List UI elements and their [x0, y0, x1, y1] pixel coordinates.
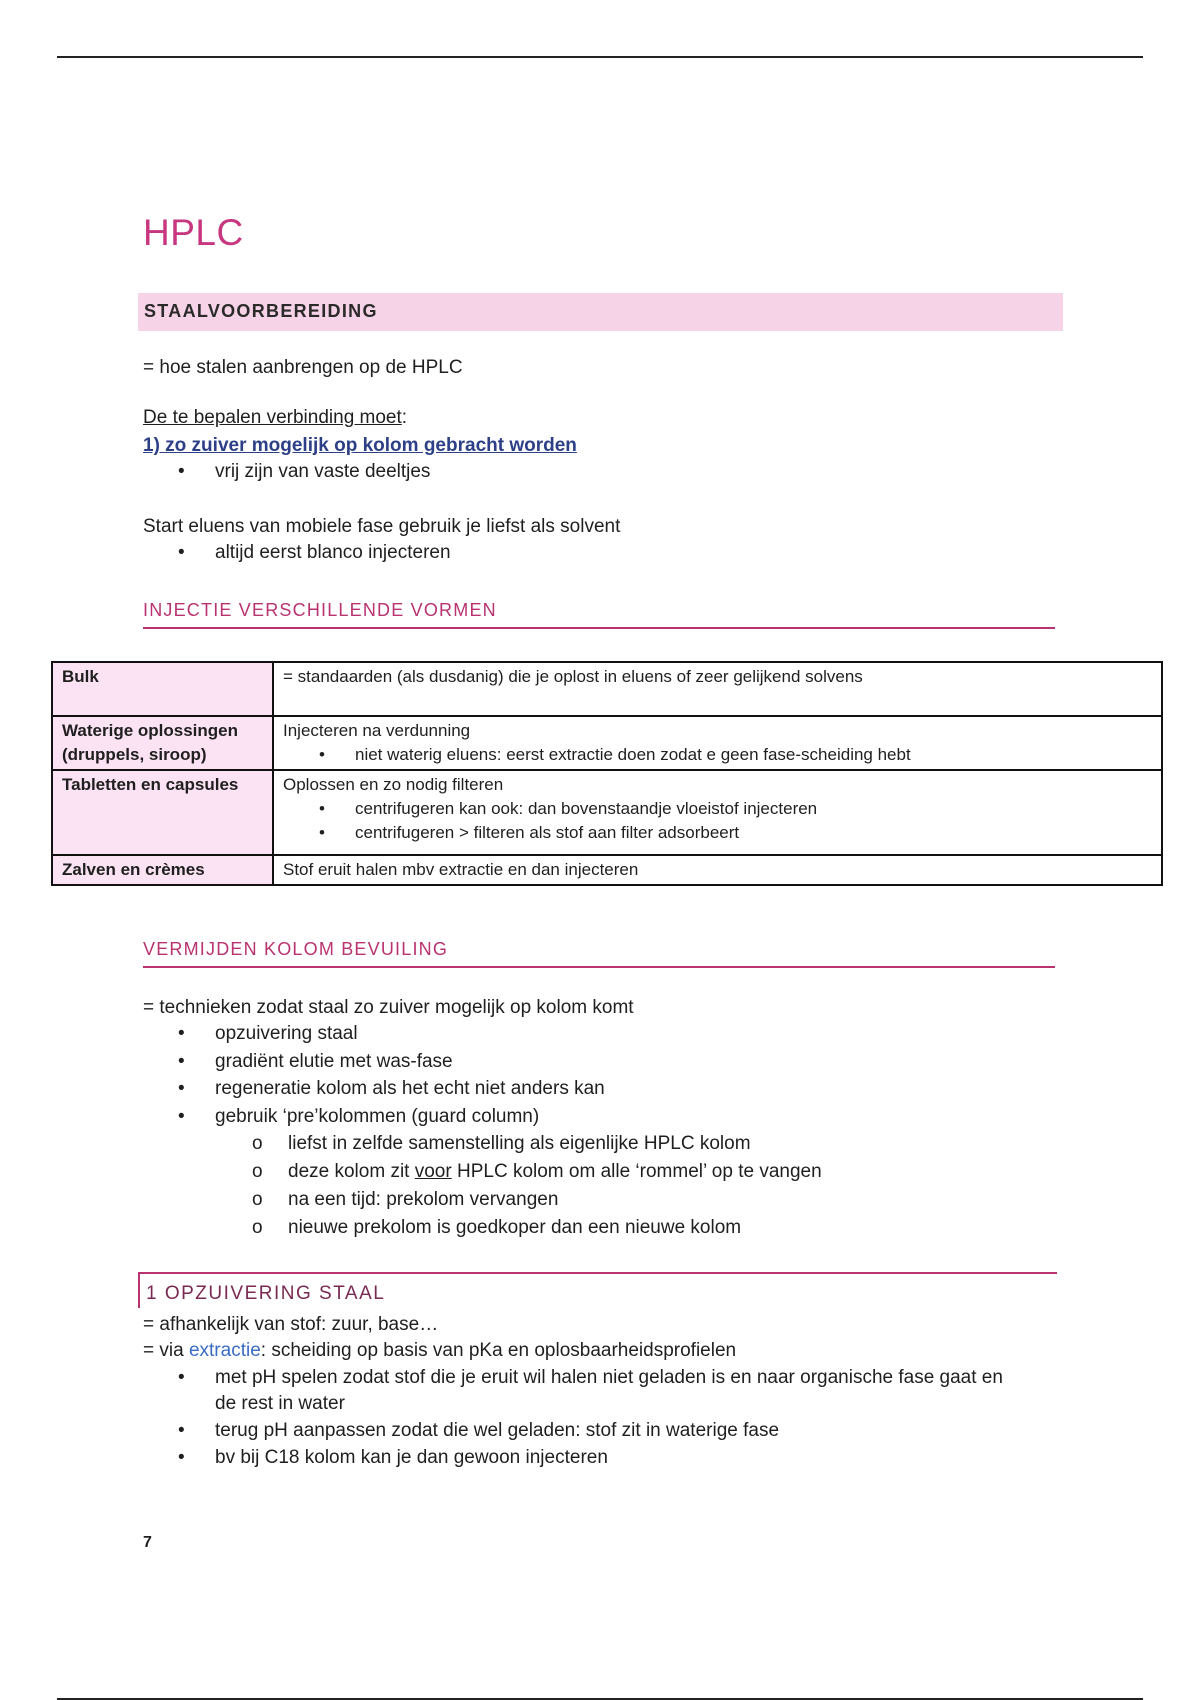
bullet-glyph: •	[319, 823, 325, 842]
table-cell-text: = standaarden (als dusdanig) die je oplost in eluens of zeer gelijkend solvens	[283, 667, 863, 686]
list-item-text: altijd eerst blanco injecteren	[215, 542, 451, 563]
sub-bullet-glyph: o	[252, 1189, 263, 1210]
subheading-injectie: INJECTIE VERSCHILLENDE VORMEN	[143, 600, 1055, 629]
section-heading-staalvoorbereiding: STAALVOORBEREIDING	[144, 301, 378, 321]
sub-list-item-text: deze kolom zit	[288, 1161, 415, 1182]
list-item	[178, 1023, 358, 1045]
sub-bullet-glyph: o	[252, 1133, 263, 1154]
bullet-glyph: •	[178, 1447, 185, 1468]
extractie-link[interactable]: extractie	[188, 1340, 261, 1361]
bullet-glyph: •	[178, 1078, 185, 1099]
table-key-cell: Bulk	[52, 662, 273, 716]
table-bullet-text: niet waterig eluens: eerst extractie doen zodat e geen fase-scheiding hebt	[355, 745, 911, 764]
table-row	[52, 662, 1162, 716]
bullet-glyph: •	[178, 1023, 185, 1044]
list-item-continuation: de rest in water	[215, 1393, 345, 1414]
list-item-text: regeneratie kolom als het echt niet anders kan	[215, 1078, 605, 1099]
opzuivering-line-1: = afhankelijk van stof: zuur, base…	[143, 1314, 439, 1335]
list-item	[178, 1106, 539, 1128]
sub-bullet-glyph: o	[252, 1217, 263, 1238]
bullet-glyph: •	[178, 1420, 185, 1441]
header-rule	[57, 56, 1143, 58]
table-cell-text: Stof eruit halen mbv extractie en dan injecteren	[283, 860, 639, 879]
subheading-vermijden: VERMIJDEN KOLOM BEVUILING	[143, 939, 1055, 968]
page-title: HPLC	[143, 212, 244, 253]
sub-list-item-text: nieuwe prekolom is goedkoper dan een nieuwe kolom	[288, 1217, 742, 1238]
sub-list-item	[252, 1161, 822, 1183]
list-item-text: vrij zijn van vaste deeltjes	[215, 461, 431, 482]
opzuivering-line-2-post: : scheiding op basis van pKa en oplosbaarheidsprofielen	[260, 1340, 737, 1361]
table-bullet	[283, 797, 1152, 821]
bullet-glyph: •	[178, 1367, 185, 1388]
opzuivering-line-2-pre: = via	[143, 1340, 189, 1361]
list-item	[178, 542, 451, 564]
requirement-1: 1) zo zuiver mogelijk op kolom gebracht worden	[143, 435, 577, 456]
bullet-glyph: •	[178, 1051, 185, 1072]
requirement-lead-text: De te bepalen verbinding moet	[143, 407, 402, 428]
requirement-lead	[143, 407, 407, 429]
table-value-cell	[273, 716, 1162, 770]
sub-bullet-glyph: o	[252, 1161, 263, 1182]
bullet-glyph: •	[319, 799, 325, 818]
list-item-text: bv bij C18 kolom kan je dan gewoon injecteren	[215, 1447, 608, 1468]
bullet-glyph: •	[178, 1106, 185, 1127]
page-number: 7	[143, 1534, 152, 1551]
table-value-cell	[273, 770, 1162, 855]
list-item-text: gebruik ‘pre’kolommen (guard column)	[215, 1106, 540, 1127]
vermijden-definition: = technieken zodat staal zo zuiver mogelijk op kolom komt	[143, 997, 634, 1018]
table-key-cell: Waterige oplossingen (druppels, siroop)	[52, 716, 273, 770]
list-item-text: opzuivering staal	[215, 1023, 358, 1044]
table-bullet-text: centrifugeren > filteren als stof aan filter adsorbeert	[355, 823, 740, 842]
sub-list-item-emphasis: voor	[414, 1161, 452, 1182]
sub-list-item	[252, 1189, 558, 1211]
table-value-cell	[273, 662, 1162, 716]
sub-list-item	[252, 1133, 751, 1155]
table-bullet-text: centrifugeren kan ook: dan bovenstaandje vloeistof injecteren	[355, 799, 818, 818]
list-item	[178, 1447, 608, 1469]
table-key-cell: Tabletten en capsules	[52, 770, 273, 855]
bullet-glyph: •	[178, 461, 185, 482]
list-item	[178, 1420, 779, 1442]
list-item-text: met pH spelen zodat stof die je eruit wil halen niet geladen is en naar organische fase gaat en	[215, 1367, 1003, 1388]
table-bullet	[283, 743, 1152, 767]
list-item	[178, 1078, 605, 1100]
requirement-colon: :	[401, 407, 408, 428]
subheading-opzuivering: 1 OPZUIVERING STAAL	[146, 1283, 386, 1304]
injectie-table	[51, 661, 1163, 886]
table-cell-text: Oplossen en zo nodig filteren	[283, 775, 504, 794]
list-item	[178, 1051, 453, 1073]
section-heading-band	[138, 293, 1063, 331]
list-item-text: gradiënt elutie met was-fase	[215, 1051, 453, 1072]
table-row	[52, 770, 1162, 855]
table-bullet	[283, 821, 1152, 845]
list-item-text: terug pH aanpassen zodat die wel geladen: stof zit in waterige fase	[215, 1420, 780, 1441]
table-value-cell	[273, 855, 1162, 885]
table-cell-text: Injecteren na verdunning	[283, 721, 471, 740]
sub-list-item-text: HPLC kolom om alle ‘rommel’ op te vangen	[451, 1161, 822, 1182]
sub-list-item-text: liefst in zelfde samenstelling als eigenlijke HPLC kolom	[288, 1133, 751, 1154]
sub-list-item-text: na een tijd: prekolom vervangen	[288, 1189, 559, 1210]
list-item	[178, 1367, 1003, 1389]
opzuivering-line-2	[143, 1340, 736, 1362]
table-row	[52, 855, 1162, 885]
bullet-glyph: •	[319, 745, 325, 764]
list-item	[178, 461, 430, 483]
eluens-text: Start eluens van mobiele fase gebruik je liefst als solvent	[143, 516, 621, 537]
definition-text: = hoe stalen aanbrengen op de HPLC	[143, 357, 463, 378]
table-key-cell: Zalven en crèmes	[52, 855, 273, 885]
bullet-glyph: •	[178, 542, 185, 563]
sub-list-item	[252, 1217, 741, 1239]
subheading-opzuivering-box	[138, 1272, 1057, 1308]
table-row	[52, 716, 1162, 770]
